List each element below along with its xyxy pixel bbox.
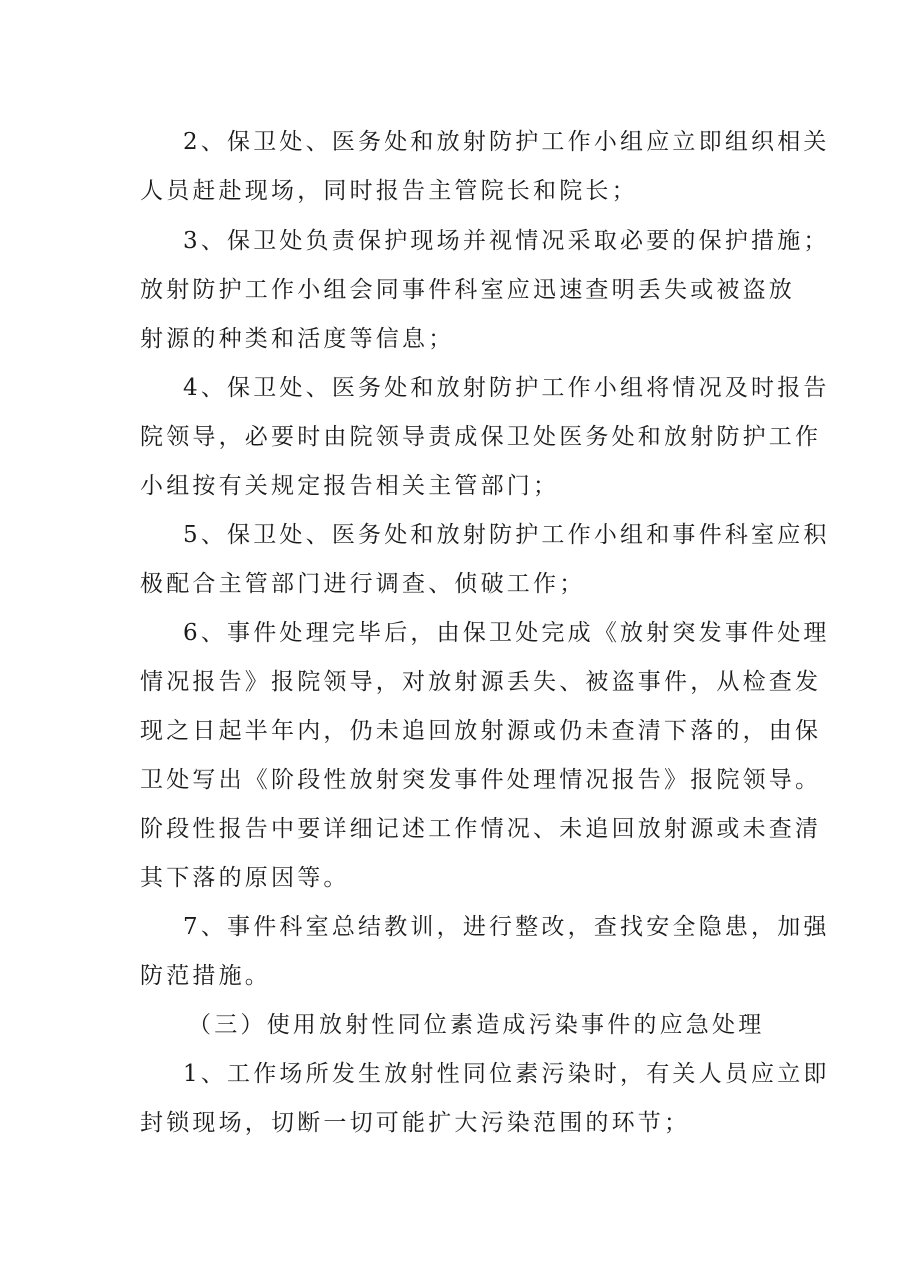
text-line: 2、保卫处、医务处和放射防护工作小组应立即组织相关 (183, 129, 830, 155)
text-line: 小组按有关规定报告相关主管部门； (140, 473, 560, 499)
text-line: 4、保卫处、医务处和放射防护工作小组将情况及时报告 (183, 375, 830, 401)
text-line: 6、事件处理完毕后，由保卫处完成《放射突发事件处理 (183, 620, 830, 646)
text-line: 极配合主管部门进行调查、侦破工作； (140, 571, 586, 597)
text-line: 院领导，必要时由院领导责成保卫处医务处和放射防护工作 (140, 424, 822, 450)
section-heading: （三）使用放射性同位素造成污染事件的应急处理 (188, 1012, 765, 1038)
text-line: 射源的种类和活度等信息； (140, 326, 455, 352)
text-line: 5、保卫处、医务处和放射防护工作小组和事件科室应积 (183, 522, 830, 548)
text-line: 现之日起半年内，仍未追回放射源或仍未查清下落的，由保 (140, 718, 822, 744)
text-line: 阶段性报告中要详细记述工作情况、未追回放射源或未查清 (140, 816, 822, 842)
text-line: 其下落的原因等。 (140, 865, 350, 891)
text-line: 封锁现场，切断一切可能扩大污染范围的环节； (140, 1110, 691, 1136)
text-line: 3、保卫处负责保护现场并视情况采取必要的保护措施； (183, 228, 830, 254)
text-line: 卫处写出《阶段性放射突发事件处理情况报告》报院领导。 (140, 767, 822, 793)
text-line: 人员赶赴现场，同时报告主管院长和院长； (140, 178, 638, 204)
text-line: 情况报告》报院领导，对放射源丢失、被盗事件，从检查发 (140, 669, 822, 695)
text-line: 1、工作场所发生放射性同位素污染时，有关人员应立即 (183, 1061, 830, 1087)
text-line: 7、事件科室总结教训，进行整改，查找安全隐患，加强 (183, 914, 830, 940)
text-line: 防范措施。 (140, 963, 271, 989)
text-line: 放射防护工作小组会同事件科室应迅速查明丢失或被盗放 (140, 277, 795, 303)
